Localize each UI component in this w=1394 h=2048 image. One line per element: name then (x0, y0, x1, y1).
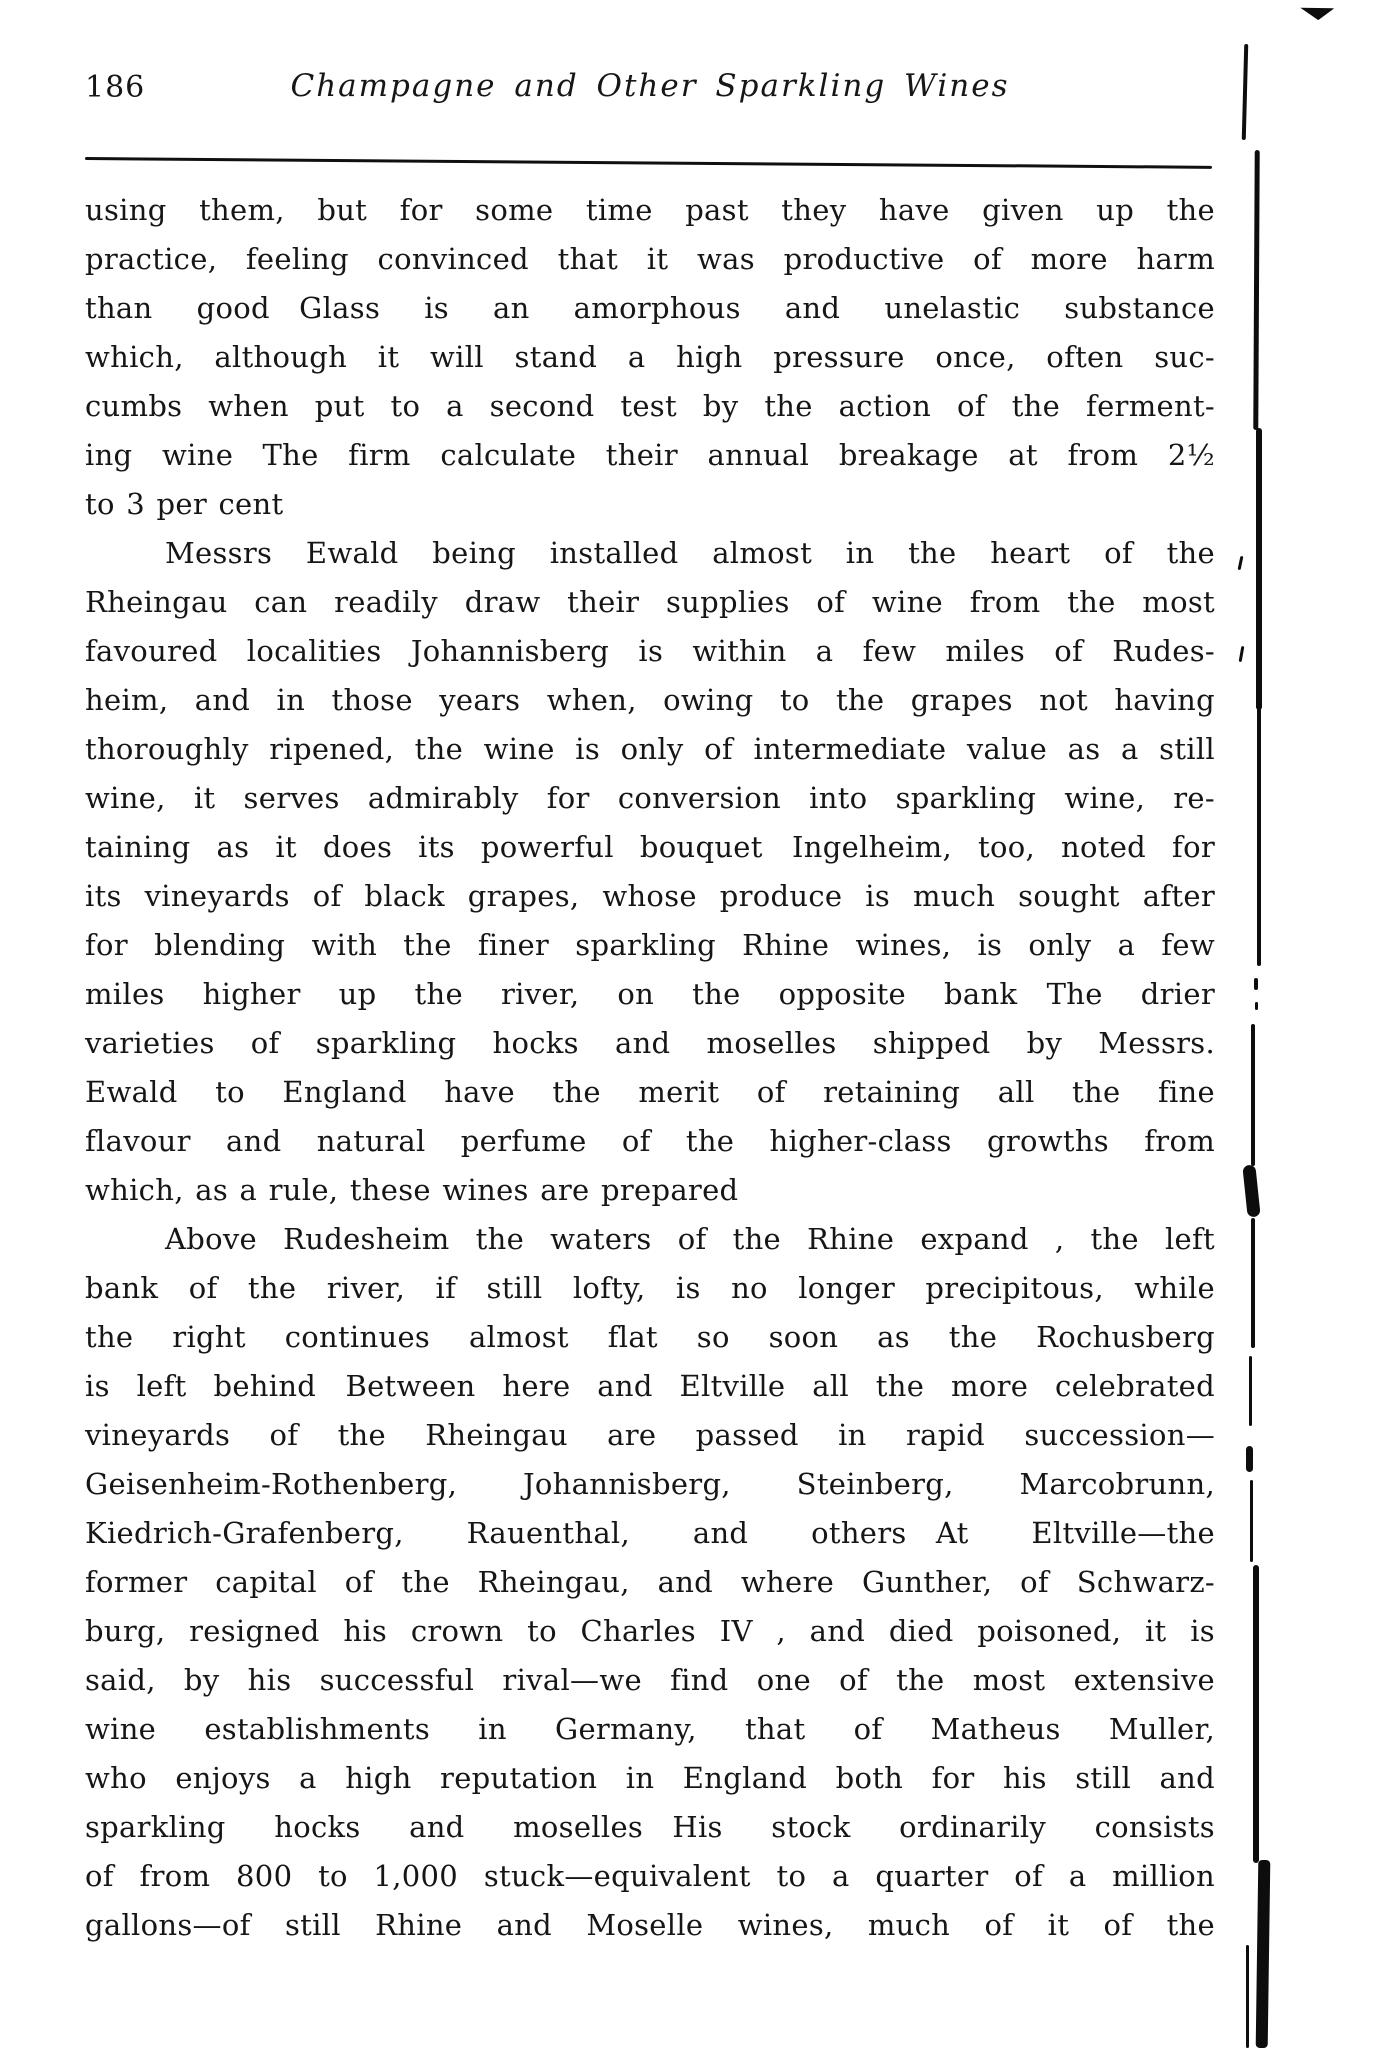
text-line: wine establishments in Germany, that of Matheus Muller, (85, 1712, 1215, 1746)
text-line: vineyards of the Rheingau are passed in rapid succession— (85, 1418, 1215, 1452)
text-line: than good Glass is an amorphous and unelastic substance (85, 291, 1215, 325)
text-line: heim, and in those years when, owing to the grapes not having (85, 683, 1215, 717)
text-line: for blending with the finer sparkling Rhine wines, is only a few (85, 928, 1215, 962)
text-line: ing wine The firm calculate their annual breakage at from 2½ (85, 438, 1215, 472)
scan-artifact-blob (1242, 1164, 1260, 1217)
scan-artifact-dot (1254, 978, 1258, 990)
scan-artifact-streak (1250, 1480, 1253, 1562)
paragraph (85, 1215, 1215, 1950)
text-line: practice, feeling convinced that it was productive of more harm (85, 242, 1215, 276)
page-text (85, 186, 1215, 1950)
scan-artifact-streak (1257, 708, 1261, 966)
text-line: to 3 per cent (85, 487, 284, 521)
scan-artifact-streak (1253, 150, 1259, 430)
text-line: of from 800 to 1,000 stuck—equivalent to a quarter of a million (85, 1859, 1215, 1893)
text-line: taining as it does its powerful bouquet Ingelheim, too, noted for (85, 830, 1215, 864)
scan-artifact-arrow-mark (1300, 6, 1335, 21)
text-line: which, as a rule, these wines are prepared (85, 1173, 739, 1207)
text-line: thoroughly ripened, the wine is only of intermediate value as a still (85, 732, 1215, 766)
scan-artifact-heavy-streak (1256, 1860, 1271, 2048)
text-line: Rheingau can readily draw their supplies of wine from the most (85, 585, 1215, 619)
text-line: cumbs when put to a second test by the action of the ferment- (85, 389, 1215, 423)
text-line: former capital of the Rheingau, and where Gunther, of Schwarz- (85, 1565, 1215, 1599)
text-line: favoured localities Johannisberg is within a few miles of Rudes- (85, 634, 1215, 668)
text-line: burg, resigned his crown to Charles IV , and died poisoned, it is (85, 1614, 1215, 1648)
text-line: is left behind Between here and Eltville all the more celebrated (85, 1369, 1215, 1403)
scan-artifact-dot (1255, 1002, 1258, 1010)
scan-artifact-blob (1246, 1446, 1253, 1472)
page-header (85, 66, 1215, 112)
text-line: which, although it will stand a high pressure once, often suc- (85, 340, 1215, 374)
text-line: varieties of sparkling hocks and moselles shipped by Messrs. (85, 1026, 1215, 1060)
text-line: miles higher up the river, on the opposite bank The drier (85, 977, 1215, 1011)
text-line: wine, it serves admirably for conversion into sparkling wine, re- (85, 781, 1215, 815)
text-line: Geisenheim-Rothenberg, Johannisberg, Steinberg, Marcobrunn, (85, 1467, 1215, 1501)
header-rule (85, 157, 1212, 169)
paragraph (85, 529, 1215, 1215)
scan-artifact-streak (1249, 1356, 1252, 1426)
scan-artifact-streak (1253, 1565, 1259, 1863)
text-line: Ewald to England have the merit of retaining all the fine (85, 1075, 1215, 1109)
text-line: flavour and natural perfume of the higher-class growths from (85, 1124, 1215, 1158)
text-line: using them, but for some time past they have given up the (85, 193, 1215, 227)
text-line: said, by his successful rival—we find one of the most extensive (85, 1663, 1215, 1697)
scan-artifact-tick (1239, 646, 1245, 662)
scan-artifact-streak (1251, 1218, 1255, 1348)
scan-artifact-tick (1238, 556, 1244, 570)
paragraph (85, 186, 1215, 529)
text-line: its vineyards of black grapes, whose produce is much sought after (85, 879, 1215, 913)
scan-artifact-squiggle (1242, 44, 1249, 140)
text-line: gallons—of still Rhine and Moselle wines, much of it of the (85, 1908, 1215, 1942)
scan-artifact-streak (1256, 428, 1262, 710)
text-line: Above Rudesheim the waters of the Rhine expand , the left (165, 1222, 1215, 1256)
text-line: sparkling hocks and moselles His stock ordinarily consists (85, 1810, 1215, 1844)
text-line: bank of the river, if still lofty, is no longer precipitous, while (85, 1271, 1215, 1305)
scan-artifact-streak (1251, 1024, 1255, 1166)
text-line: who enjoys a high reputation in England both for his still and (85, 1761, 1215, 1795)
text-line: Kiedrich-Grafenberg, Rauenthal, and others At Eltville—the (85, 1516, 1215, 1550)
running-title: Champagne and Other Sparkling Wines (290, 68, 1010, 104)
text-line: Messrs Ewald being installed almost in the heart of the (165, 536, 1215, 570)
scan-artifact-streak (1246, 1945, 1249, 2048)
text-line: the right continues almost flat so soon as the Rochusberg (85, 1320, 1215, 1354)
page-number: 186 (85, 70, 146, 105)
